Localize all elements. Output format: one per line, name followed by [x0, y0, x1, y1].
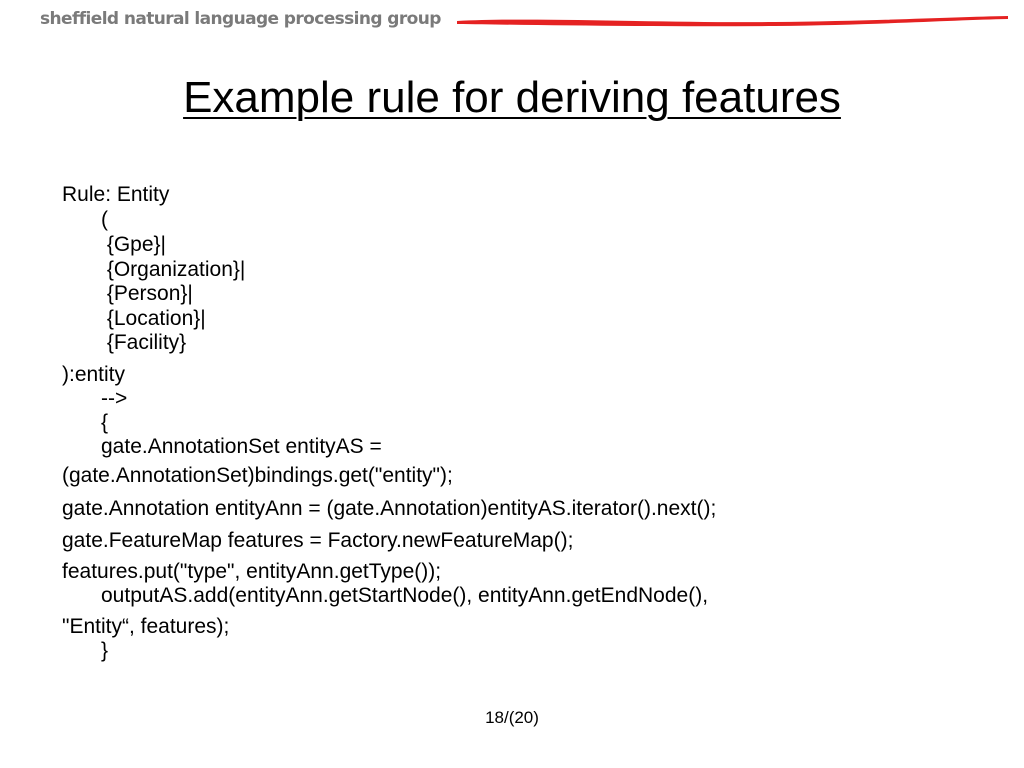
code-line: {Organization}|: [101, 258, 246, 281]
code-line: {: [101, 411, 109, 434]
page-number: 18/(20): [485, 708, 539, 727]
header-logo: sheffield natural language processing group: [40, 9, 441, 29]
code-line: gate.FeatureMap features = Factory.newFeatureMap();: [62, 529, 574, 552]
code-line: }: [101, 639, 109, 662]
code-line: "Entity“, features);: [62, 615, 230, 638]
code-line: {Person}|: [101, 282, 193, 305]
code-line: gate.Annotation entityAnn = (gate.Annotation)entityAS.iterator().next();: [62, 497, 717, 520]
code-block: [62, 0, 1012, 768]
code-line: (: [101, 208, 108, 231]
code-line: features.put("type", entityAnn.getType());: [62, 560, 442, 583]
code-line: -->: [101, 387, 128, 410]
slide-title: Example rule for deriving features: [183, 73, 841, 122]
code-line: outputAS.add(entityAnn.getStartNode(), entityAnn.getEndNode(),: [101, 584, 709, 607]
code-line: Rule: Entity: [62, 183, 170, 206]
code-line: {Facility}: [101, 331, 187, 354]
code-line: ):entity: [62, 363, 126, 386]
code-line: {Location}|: [101, 307, 206, 330]
code-line: {Gpe}|: [101, 233, 167, 256]
code-line: (gate.AnnotationSet)bindings.get("entity");: [62, 464, 453, 487]
code-line: gate.AnnotationSet entityAS =: [101, 435, 382, 458]
